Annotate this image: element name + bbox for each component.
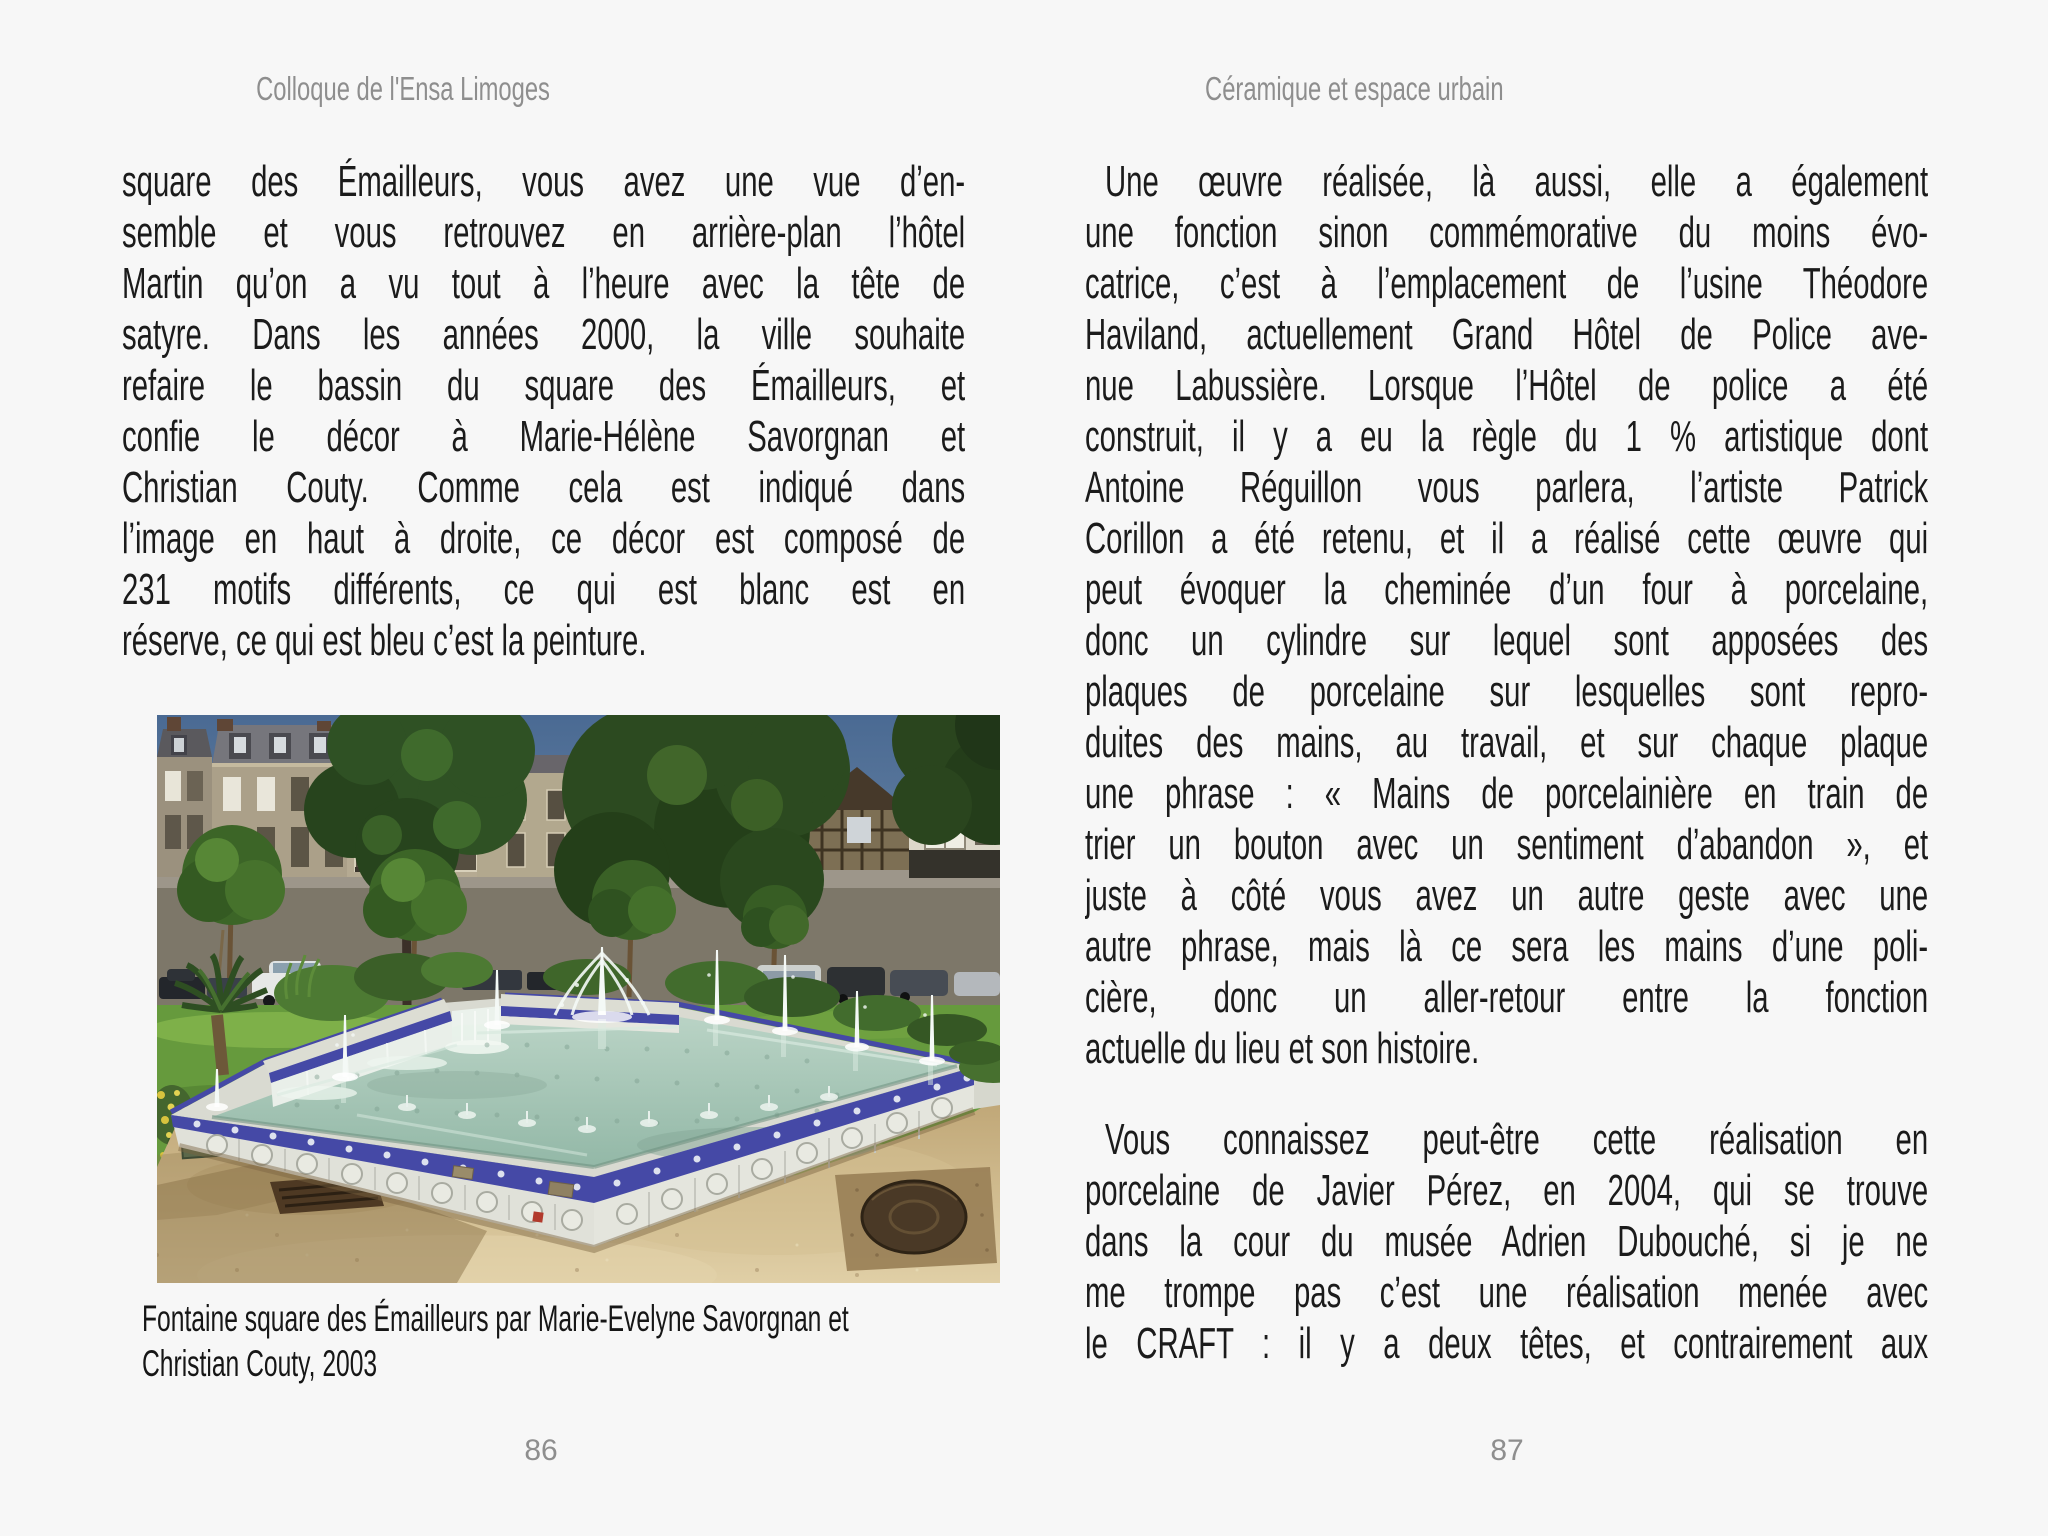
text-line: 231 motifs différents, ce qui est blanc est en	[122, 565, 966, 614]
right-text-column-paragraph-2	[1085, 1114, 1928, 1369]
text-line: Antoine Réguillon vous parlera, l’artiste Patrick	[1085, 463, 1929, 512]
text-line: duites des mains, au travail, et sur chaque plaque	[1085, 718, 1929, 767]
text-line: satyre. Dans les années 2000, la ville souhaite	[122, 310, 966, 359]
text-line: Haviland, actuellement Grand Hôtel de Police ave-	[1085, 310, 1929, 359]
text-line: peut évoquer la cheminée d’un four à porcelaine,	[1085, 565, 1929, 614]
text-line: l’image en haut à droite, ce décor est composé de	[122, 514, 966, 563]
left-running-header-text: Colloque de l'Ensa Limoges	[256, 70, 550, 107]
text-line: Une œuvre réalisée, là aussi, elle a également	[1104, 157, 1929, 206]
text-line: juste à côté vous avez un autre geste avec une	[1085, 871, 1929, 920]
text-line: refaire le bassin du square des Émailleurs, et	[122, 361, 966, 410]
caption-line: Fontaine square des Émailleurs par Marie-Evelyne Savorgnan et	[142, 1298, 849, 1339]
fountain-photo	[157, 715, 1000, 1283]
right-running-header	[1054, 68, 1654, 110]
right-running-header-text: Céramique et espace urbain	[1204, 70, 1504, 107]
text-line: réserve, ce qui est bleu c’est la peinture.	[122, 616, 647, 665]
left-text-column	[122, 156, 965, 666]
text-line: cière, donc un aller-retour entre la fonction	[1085, 973, 1929, 1022]
right-page-number: 87	[1490, 1434, 1524, 1467]
text-line: une phrase : « Mains de porcelainière en train de	[1085, 769, 1929, 818]
text-line: actuelle du lieu et son histoire.	[1085, 1024, 1480, 1073]
text-line: plaques de porcelaine sur lesquelles sont repro-	[1085, 667, 1929, 716]
text-line: le CRAFT : il y a deux têtes, et contrairement aux	[1085, 1319, 1929, 1368]
text-line: me trompe pas c’est une réalisation menée avec	[1085, 1268, 1929, 1317]
fountain-photo-illustration	[157, 715, 1000, 1283]
text-line: porcelaine de Javier Pérez, en 2004, qui se trouve	[1085, 1166, 1929, 1215]
left-running-header	[103, 68, 703, 110]
right-text-column-paragraph-1	[1085, 156, 1928, 1074]
text-line: trier un bouton avec un sentiment d’abandon », et	[1085, 820, 1929, 869]
text-line: autre phrase, mais là ce sera les mains d’une poli-	[1085, 922, 1929, 971]
text-line: catrice, c’est à l’emplacement de l’usine Théodore	[1085, 259, 1929, 308]
text-line: nue Labussière. Lorsque l’Hôtel de police a été	[1085, 361, 1929, 410]
text-line: dans la cour du musée Adrien Dubouché, si je ne	[1085, 1217, 1929, 1266]
text-line: semble et vous retrouvez en arrière-plan l’hôtel	[122, 208, 966, 257]
text-line: confie le décor à Marie-Hélène Savorgnan et	[122, 412, 966, 461]
text-line: construit, il y a eu la règle du 1 % artistique dont	[1085, 412, 1929, 461]
text-line: donc un cylindre sur lequel sont apposées des	[1085, 616, 1929, 665]
right-page[interactable]	[1024, 0, 2048, 1536]
text-line: une fonction sinon commémorative du moins évo-	[1085, 208, 1929, 257]
caption-line: Christian Couty, 2003	[142, 1343, 378, 1384]
text-line: Corillon a été retenu, et il a réalisé cette œuvre qui	[1085, 514, 1929, 563]
text-line: Martin qu’on a vu tout à l’heure avec la tête de	[122, 259, 966, 308]
left-page-number: 86	[524, 1434, 558, 1467]
text-line: square des Émailleurs, vous avez une vue d’en-	[122, 157, 966, 206]
text-line: Vous connaissez peut-être cette réalisation en	[1104, 1115, 1929, 1164]
text-line: Christian Couty. Comme cela est indiqué dans	[122, 463, 966, 512]
figure-caption	[142, 1296, 985, 1386]
manhole-cover	[835, 1167, 997, 1271]
